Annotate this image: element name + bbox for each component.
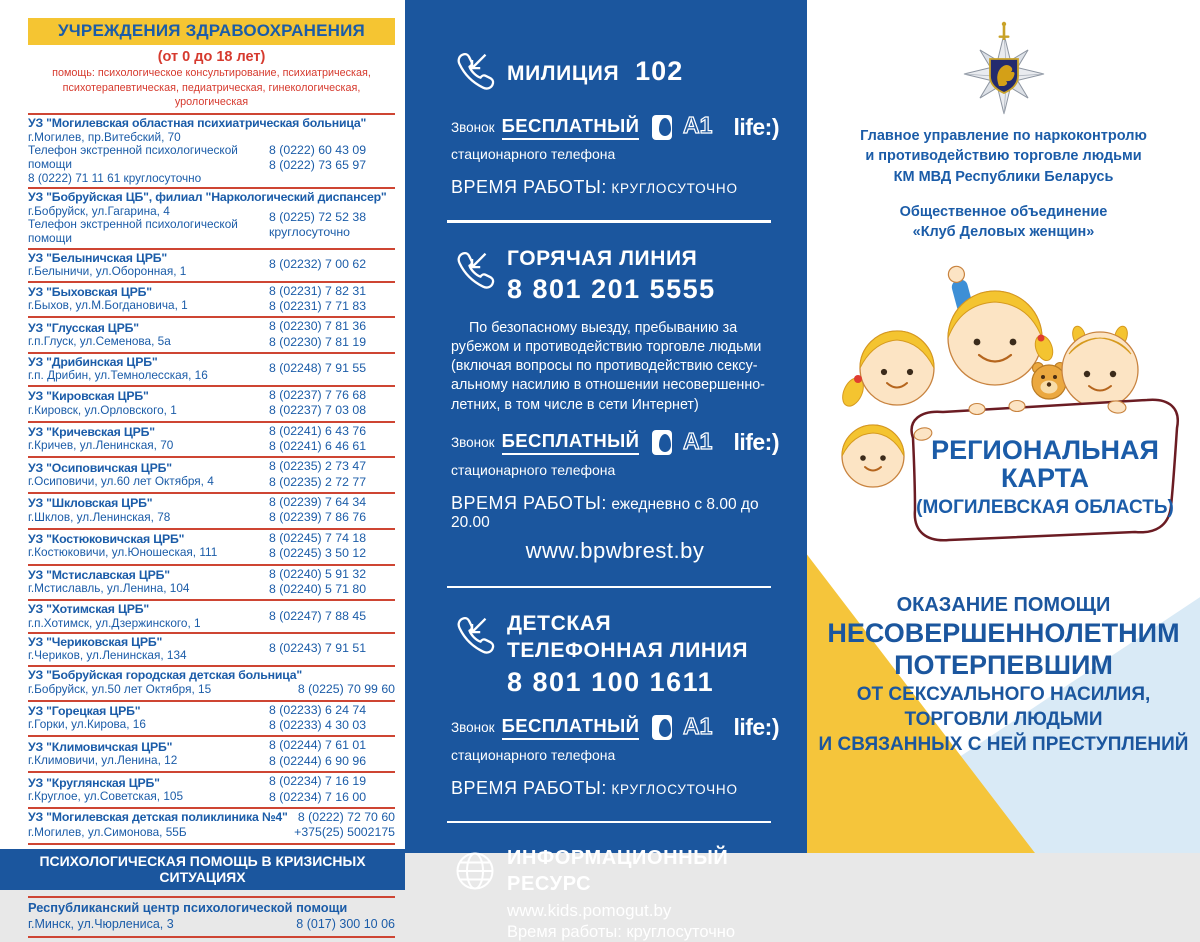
plaque-title-l1: РЕГИОНАЛЬНАЯ [931,435,1159,465]
facility-name: УЗ "Бобруйская ЦБ", филиал "Наркологический диспансер" [28,190,387,205]
facility-name: УЗ "Климовичская ЦРБ" [28,739,173,754]
facility-phone: 8 (02240) 5 71 80 [269,581,367,596]
girl-left [839,331,934,409]
a1-operator-logo [681,712,723,744]
facility-note: 8 (0222) 71 11 61 круглосуточно [28,170,202,185]
hours-label: ВРЕМЯ РАБОТЫ: [451,177,607,197]
a1-operator-logo [681,427,723,459]
facility-row [28,702,395,738]
facility-name: УЗ "Дрибинская ЦРБ" [28,355,158,370]
facility-phone: 8 (02232) 7 00 62 [269,256,367,271]
facility-phone: 8 (02233) 6 24 74 [269,702,367,717]
facility-phone: 8 (0222) 72 70 60 [297,809,395,824]
facility-row [28,773,395,809]
facility-phone: 8 (02230) 7 81 36 [269,319,367,334]
facility-name: УЗ "Кричевская ЦРБ" [28,425,155,440]
facility-address: г.Осиповичи, ул.60 лет Октября, 4 [28,474,214,489]
phone-incoming-icon [451,245,507,298]
life-operator-logo: life:) [733,113,779,140]
section-divider [447,586,771,589]
plaque-title-l2: КАРТА [1001,463,1089,493]
phone-incoming-icon [451,610,507,663]
children-line-section-header [451,610,779,700]
facility-row [28,387,395,423]
facility-address: г.п.Глуск, ул.Семенова, 5а [28,333,171,348]
help-types-line2: психотерапевтическая, педиатрическая, гинекологическая, урологическая [62,82,361,108]
hours-label: ВРЕМЯ РАБОТЫ: [451,777,607,798]
facility-address: г.Чериков, ул.Ленинская, 134 [28,648,187,663]
crisis-help-entry [28,896,395,938]
mts-operator-icon [652,715,672,740]
facility-phone: 8 (02239) 7 64 34 [269,495,367,510]
facility-address: г.Шклов, ул.Ленинская, 78 [28,509,171,524]
facility-phone: 8 (02244) 7 61 01 [269,738,367,753]
facility-row [28,318,395,354]
hotline-title: ГОРЯЧАЯ ЛИНИЯ [507,246,698,270]
facility-phone: 8 (02247) 7 88 45 [269,608,367,623]
healthcare-panel [0,0,405,931]
free-call-suffix: стационарного телефона [451,146,616,162]
facility-phone: 8 (02240) 5 91 32 [269,566,367,581]
facility-name: УЗ "Костюковичская ЦРБ" [28,532,185,547]
facility-name: УЗ "Глусская ЦРБ" [28,320,139,335]
facility-address: г.Костюковичи, ул.Юношеская, 111 [28,545,218,560]
facility-note: Телефон экстренной психологической помощи [28,143,238,172]
hotlines-panel [405,0,807,942]
section-divider [447,821,771,824]
free-call-prefix: Звонок [451,435,495,451]
facility-phone: 8 (02231) 7 71 83 [269,298,367,313]
info-resource-title-l2: РЕСУРС [507,873,592,896]
facility-phone: 8 (0222) 60 43 09 [269,142,367,157]
emblem-sword [998,22,1009,40]
crisis-center-name: Республиканский центр психологической помощи [28,899,348,915]
free-call-suffix: стационарного телефона [451,461,616,478]
facility-name: УЗ "Мстиславская ЦРБ" [28,567,170,582]
hotline-website: www.bpwbrest.by [525,537,705,563]
facility-row [28,601,395,634]
org-main-department: Главное управление по наркоконтролю и противодействию торговле людьми КМ МВД Республики Беларусь [860,128,1147,185]
children-line-number: 8 801 100 1611 [507,666,715,697]
free-call-prefix: Звонок [451,720,495,736]
globe-icon [451,845,507,900]
facility-phone: 8 (02237) 7 76 68 [269,387,367,402]
facility-phone: 8 (02230) 7 81 19 [269,334,367,349]
facility-name: УЗ "Быховская ЦРБ" [28,284,152,299]
free-call-row [451,712,779,744]
facility-name: УЗ "Горецкая ЦРБ" [28,704,141,719]
svg-text:A1: A1 [683,112,713,138]
facility-phone: 8 (02235) 2 72 77 [269,474,367,489]
facility-row [28,354,395,387]
org-business-women-club: Общественное объединение «Клуб Деловых женщин» [899,203,1108,241]
info-resource-hours: Время работы: круглосуточно [507,923,736,942]
militia-section-header [451,46,779,99]
mvd-emblem [961,18,1047,118]
life-operator-logo: life:) [733,714,779,741]
facility-name: УЗ "Круглянская ЦРБ" [28,775,160,790]
facility-row [28,494,395,530]
info-resource-website: www.kids.pomogut.by [507,901,672,921]
facility-row [28,250,395,283]
facility-name: УЗ "Кировская ЦРБ" [28,389,149,404]
free-call-word: БЕСПЛАТНЫЙ [502,115,640,140]
hours-label: ВРЕМЯ РАБОТЫ: [451,492,607,513]
facility-phone: 8 (0225) 70 99 60 [297,682,395,697]
facility-phone: 8 (02234) 7 16 19 [269,774,367,789]
facility-row [28,809,395,845]
facility-row [28,566,395,602]
facility-row [28,667,395,702]
facility-name: УЗ "Белыничская ЦРБ" [28,250,167,265]
section-divider [447,220,771,223]
facility-note: Телефон экстренной психологической помощи [28,217,238,245]
facility-phone: 8 (02241) 6 46 61 [269,439,367,454]
free-call-prefix: Звонок [451,119,495,135]
facility-address: г.Могилев, пр.Витебский, 70 [28,129,181,144]
crisis-help-header: ПСИХОЛОГИЧЕСКАЯ ПОМОЩЬ В КРИЗИСНЫХ СИТУАЦИЯХ [0,849,405,890]
a1-operator-logo [681,111,723,143]
facility-phone: 8 (02239) 7 86 76 [269,510,367,525]
facility-phone: 8 (02245) 3 50 12 [269,546,367,561]
militia-title: МИЛИЦИЯ [507,62,620,85]
facility-phone: 8 (02237) 7 03 08 [269,403,367,418]
hotline-description: По безопасному выезду, пребыванию за рубежом и противодействию торговле людьми (включая вопросы по противодействию сексу- альному насилию в отношении несовершенно- летних, в том числе в сети Интернет) [451,319,765,413]
help-statement: ОКАЗАНИЕ ПОМОЩИ НЕСОВЕРШЕННОЛЕТНИМ ПОТЕРПЕВШИМ ОТ СЕКСУАЛЬНОГО НАСИЛИЯ, ТОРГОВЛИ ЛЮДЬМИ И СВЯЗАННЫХ С НЕЙ ПРЕСТУПЛЕНИЙ [818,594,1189,755]
baby-lower-left [842,425,904,487]
facility-note: круглосуточно [269,225,350,240]
children-line-hours: КРУГЛОСУТОЧНО [611,781,738,797]
info-resource-section [451,845,779,942]
facility-address: г.Бобруйск, ул.Гагарина, 4 [28,203,170,218]
age-range: (от 0 до 18 лет) [157,49,266,65]
facility-phone: 8 (02245) 7 74 18 [269,530,367,545]
facility-row [28,423,395,459]
healthcare-header: УЧРЕЖДЕНИЯ ЗДРАВООХРАНЕНИЯ [28,18,395,45]
facility-phone: +375(25) 5002175 [294,825,395,840]
facility-row [28,115,395,189]
info-resource-title-l1: ИНФОРМАЦИОННЫЙ [507,847,729,870]
facility-row [28,458,395,494]
facility-phone: 8 (02235) 2 73 47 [269,459,367,474]
facility-address: г.п.Хотимск, ул.Дзержинского, 1 [28,615,201,630]
free-call-row [451,111,779,143]
facility-address: г.Климовичи, ул.Ленина, 12 [28,753,178,768]
cover-panel [807,0,1200,853]
facility-address: г.Белыничи, ул.Оборонная, 1 [28,263,187,278]
crisis-center-phone: 8 (017) 300 10 06 [296,916,395,931]
facility-phone: 8 (0225) 72 52 38 [269,209,367,224]
children-line-title-l1: ДЕТСКАЯ [507,612,612,636]
facility-row [28,189,395,249]
militia-hours: КРУГЛОСУТОЧНО [611,181,738,196]
crisis-center-address: г.Минск, ул.Чюрлениса, 3 [28,916,174,931]
facility-address: г.Бобруйск, ул.50 лет Октября, 15 [28,682,212,697]
facility-name: УЗ "Могилевская детская поликлиника №4" [28,809,288,824]
facility-address: г.Кричев, ул.Ленинская, 70 [28,438,174,453]
facility-address: г.Могилев, ул.Симонова, 55Б [28,825,187,840]
facility-row [28,737,395,773]
facility-name: УЗ "Могилевская областная психиатрическая больница" [28,116,367,131]
facility-row [28,530,395,566]
facility-address: г.Кировск, ул.Орловского, 1 [28,402,177,417]
facility-phone: 8 (02241) 6 43 76 [269,423,367,438]
free-call-word: БЕСПЛАТНЫЙ [502,715,640,740]
facility-list [28,113,395,844]
facility-phone: 8 (02234) 7 16 00 [269,789,367,804]
plaque-title-l3: (МОГИЛЕВСКАЯ ОБЛАСТЬ) [916,497,1174,518]
facility-phone: 8 (02248) 7 91 55 [269,361,367,376]
hotline-number: 8 801 201 5555 [507,273,716,304]
hotline-hours: ежедневно с 8.00 до 20.00 [451,495,759,531]
facility-phone: 8 (0222) 73 65 97 [269,158,367,173]
svg-text:A1: A1 [683,427,713,454]
facility-name: УЗ "Осиповичская ЦРБ" [28,460,172,475]
life-operator-logo: life:) [733,429,779,456]
teddy-bear [1032,363,1066,400]
free-call-word: БЕСПЛАТНЫЙ [502,430,640,455]
hotline-section-header [451,245,779,307]
facility-address: г.Быхов, ул.М.Богдановича, 1 [28,298,188,313]
free-call-row [451,427,779,459]
facility-phone: 8 (02243) 7 91 51 [269,641,367,656]
children-illustration [817,246,1189,556]
children-line-title-l2: ТЕЛЕФОННАЯ ЛИНИЯ [507,639,749,663]
facility-phone: 8 (02233) 4 30 03 [269,718,367,733]
facility-row [28,634,395,667]
mts-operator-icon [652,115,672,140]
facility-address: г.Горки, ул.Кирова, 16 [28,717,146,732]
facility-address: г.Круглое, ул.Советская, 105 [28,788,184,803]
mts-operator-icon [652,430,672,455]
facility-address: г.Мстиславль, ул.Ленина, 104 [28,581,190,596]
facility-name: УЗ "Чериковская ЦРБ" [28,635,163,650]
facility-name: УЗ "Хотимская ЦРБ" [28,602,150,617]
facility-name: УЗ "Шкловская ЦРБ" [28,496,153,511]
facility-address: г.п. Дрибин, ул.Темнолесская, 16 [28,368,208,383]
free-call-suffix: стационарного телефона [451,746,616,763]
facility-phone: 8 (02231) 7 82 31 [269,283,367,298]
help-types-line1: помощь: психологическое консультирование, психиатрическая, [52,67,371,79]
militia-number: 102 [635,56,684,86]
baby-right [1062,325,1138,408]
facility-phone: 8 (02244) 6 90 96 [269,753,367,768]
facility-row [28,283,395,319]
facility-name: УЗ "Бобруйская городская детская больница" [28,668,303,683]
phone-incoming-icon [451,46,507,99]
svg-text:A1: A1 [683,712,713,739]
